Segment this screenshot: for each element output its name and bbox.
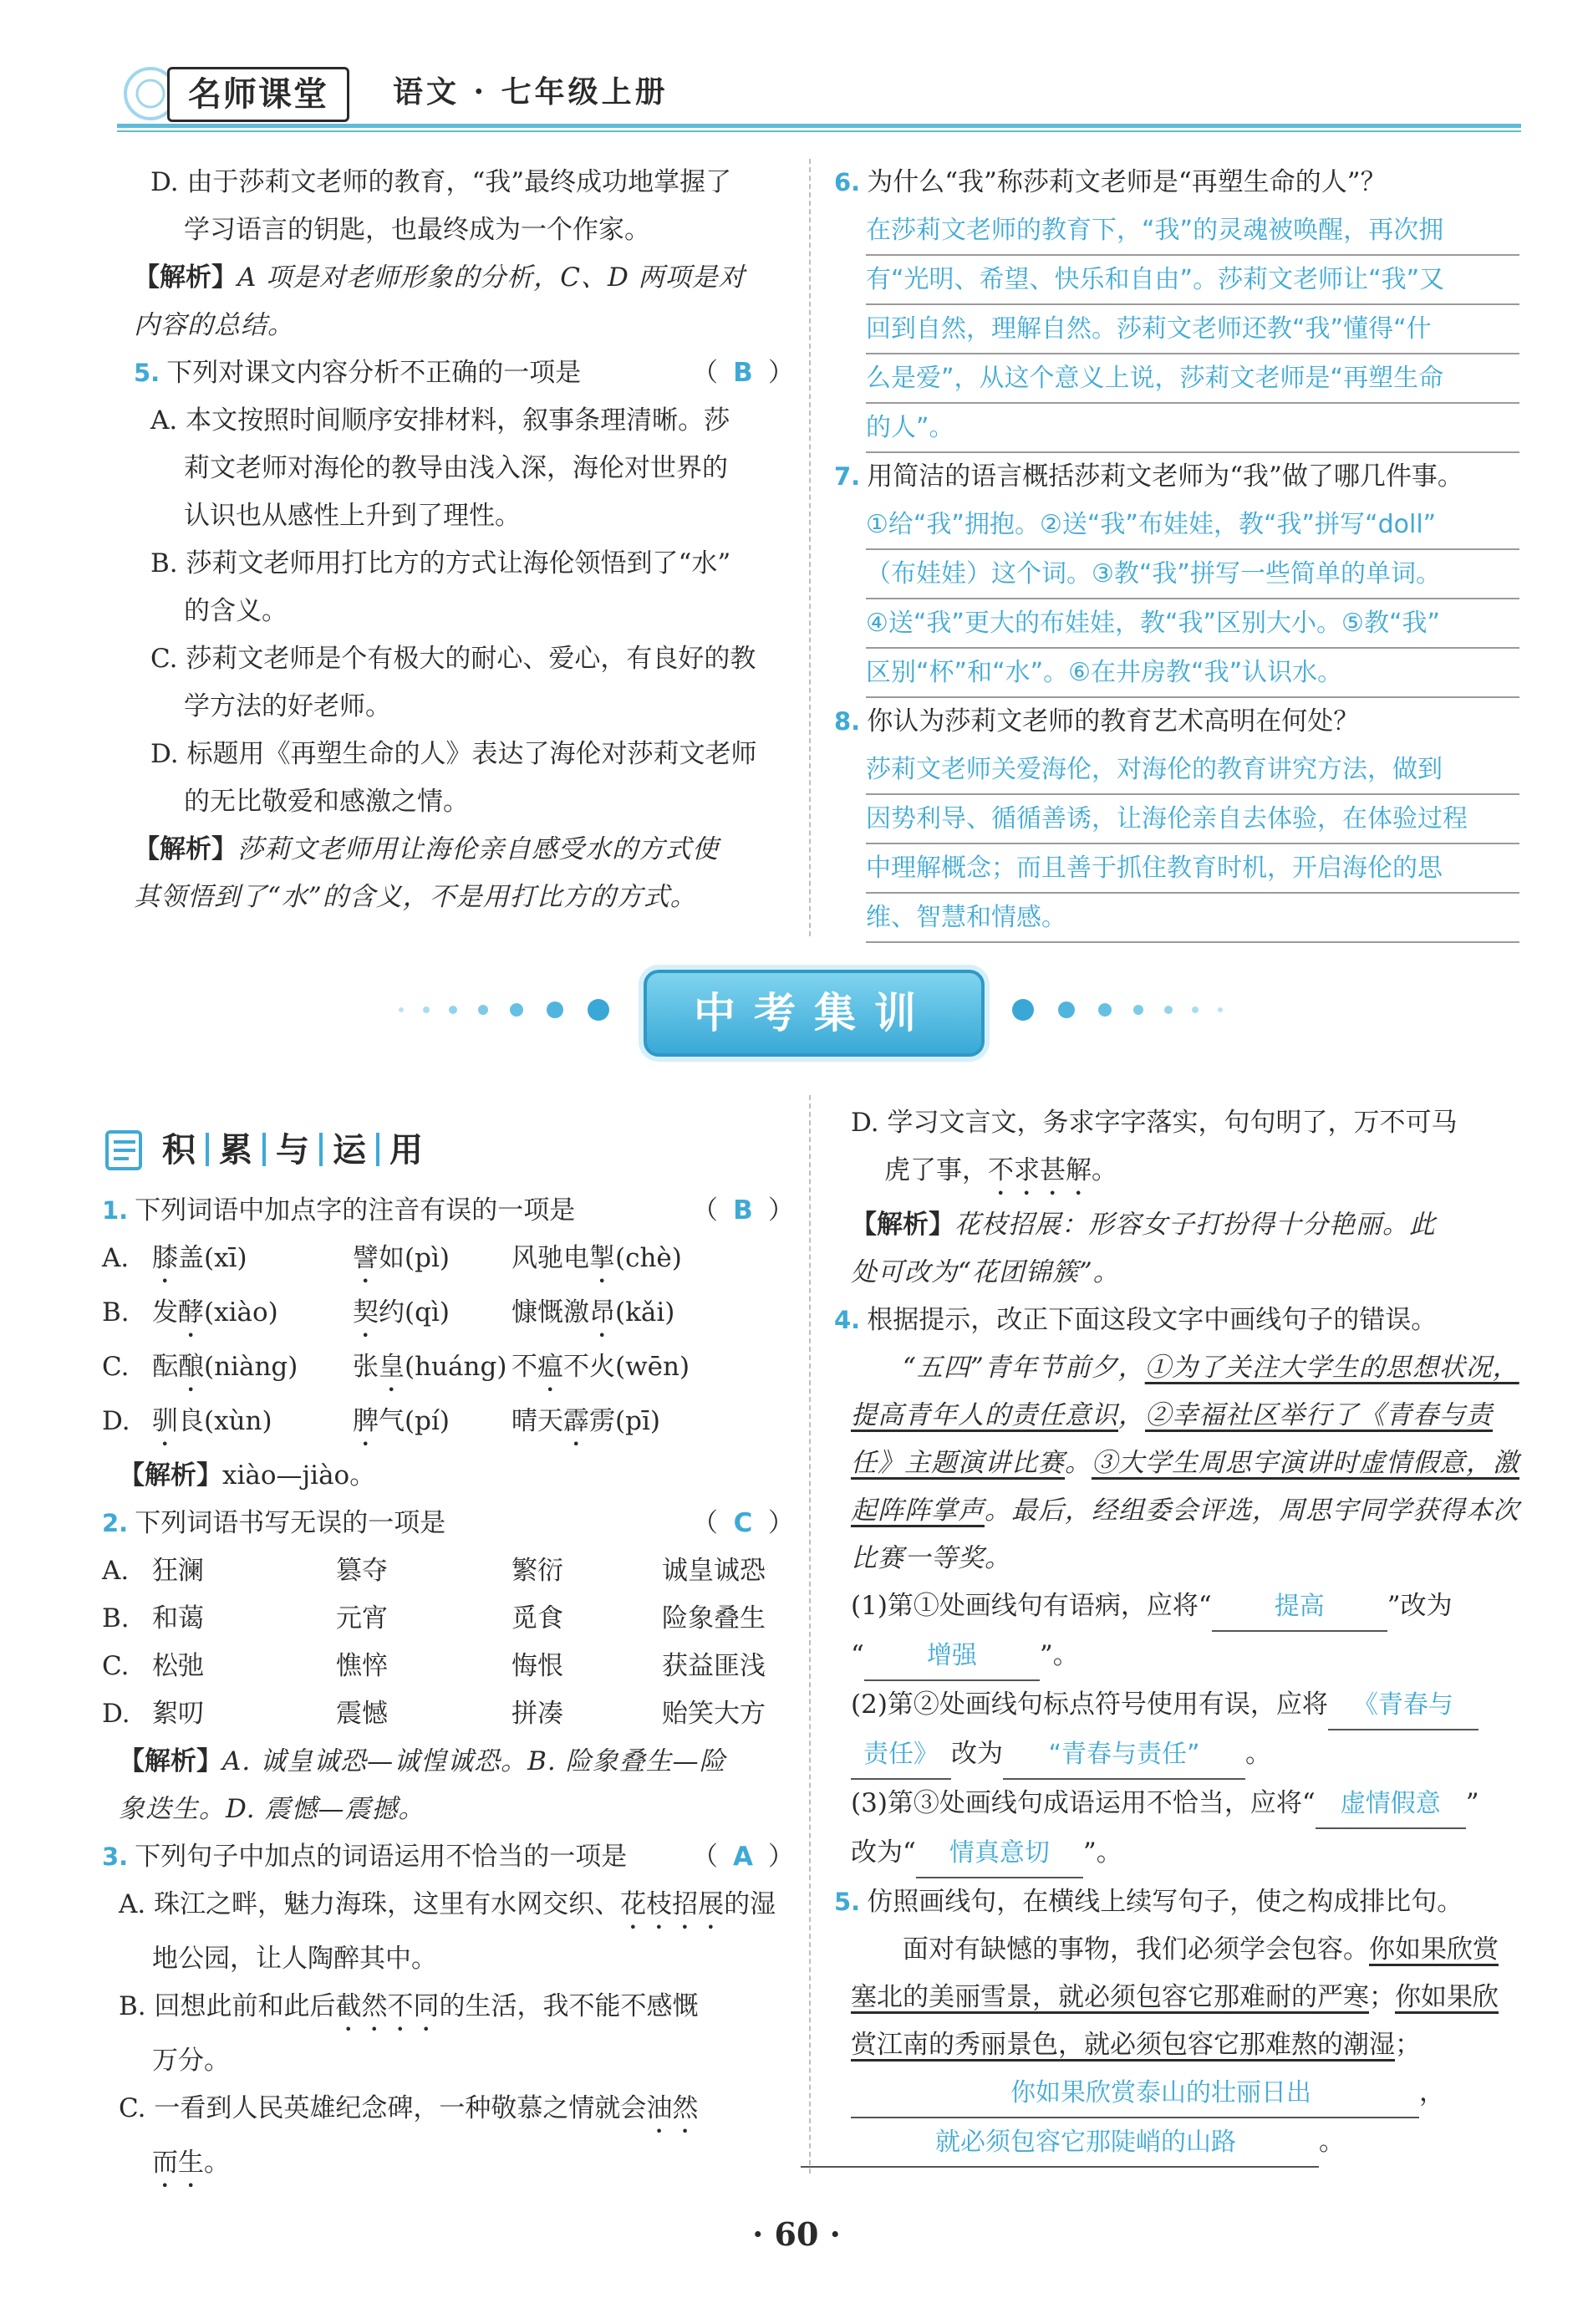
header-rule-thin (117, 130, 1521, 132)
q3-stem: 3. 下列句子中加点的词语运用不恰当的一项是 （ A ） (102, 1833, 794, 1881)
q1-analysis: 【解析】xiào—jiào。 (119, 1460, 376, 1491)
q5-option-c: C. 莎莉文老师是个有极大的耐心、爱心，有良好的教 学方法的好老师。 (150, 644, 756, 721)
q2-row-d: D. 絮叨 震憾 拼凑 贻笑大方 (102, 1699, 766, 1729)
q4-3-answer-2: 情真意切 (916, 1829, 1083, 1878)
q5-answer-2: 就必须包容它那陡峭的山路 (801, 2118, 1319, 2168)
q4-sub2: (2)第②处画线句标点符号使用有误，应将 《青春与 责任》 改为 “青春与责任” 。 (834, 1681, 1519, 1780)
header-rule (117, 124, 1521, 128)
q4-2-answer-2: “青春与责任” (1003, 1730, 1245, 1780)
q5-answer: B (733, 358, 753, 388)
q2-analysis: 【解析】A. 诚皇诚恐—诚惶诚恐。B. 险象叠生—险 象迭生。D. 震憾—震撼。 (119, 1746, 726, 1824)
column-divider-top (809, 159, 811, 936)
q5-answer-paren: （ B ） (692, 349, 794, 397)
q1-row-b: B. 发酵(xiào) 契约(qì) 慷慨激昂(kǎi) (102, 1297, 675, 1328)
q2-row-c: C. 松弛 憔悴 悔恨 获益匪浅 (102, 1651, 766, 1681)
right-bottom-column (834, 1099, 1519, 2168)
section-title: 积 累 与 运 用 (102, 1112, 794, 1187)
dots-right-decoration (995, 995, 1229, 1025)
q4-sub3: (3)第③处画线句成语运用不恰当，应将“ 虚情假意 ” 改为“ 情真意切 ”。 (834, 1780, 1519, 1878)
banner-title: 中考集训 (644, 970, 985, 1057)
page-header (117, 67, 1521, 124)
q5-stem: 5. 下列对课文内容分析不正确的一项是 （ B ） (134, 349, 794, 397)
q5-passage: 面对有缺憾的事物，我们必须学会包容。你如果欣赏塞北的美丽雪景，就必须包容它那难耐的严寒；你如果欣赏江南的秀丽景色，就必须包容它那难熬的潮湿；你如果欣赏泰山的壮丽日出 ， 就必须包容它那陡峭的山路 。 (834, 1926, 1519, 2168)
q3-option-b: B. 回想此前和此后截然不同的生活，我不能不感慨 万分。 (119, 1991, 699, 2076)
q4-passage: “五四”青年节前夕，①为了关注大学生的思想状况，提高青年人的责任意识，②幸福社区举行了《青春与责任》主题演讲比赛。③大学生周思宇演讲时虚情假意，激起阵阵掌声。最后，经组委会评选，周思宇同学获得本次比赛一等奖。 (851, 1353, 1519, 1573)
q8-answer: 莎莉文老师关爱海伦，对海伦的教育讲究方法，做到 因势利导、循循善诱，让海伦亲自去体验，在体验过程 中理解概念；而且善于抓住教育时机，开启海伦的思 维、智慧和情感。 (834, 746, 1519, 943)
left-top-column (134, 159, 794, 921)
dots-left-decoration (393, 995, 627, 1025)
section-banner (0, 970, 1593, 1062)
q1-row-c: C. 酝酿(niàng) 张皇(huáng) 不瘟不火(wēn) (102, 1352, 690, 1382)
q7-stem: 7. 用简洁的语言概括莎莉文老师为“我”做了哪几件事。 (834, 461, 1463, 492)
q4-3-answer-1: 虚情假意 (1316, 1780, 1466, 1829)
q5-stem: 5. 仿照画线句，在横线上续写句子，使之构成排比句。 (834, 1887, 1463, 1917)
subject-title: 语文 · 七年级上册 (393, 74, 669, 110)
q1-answer: B (733, 1195, 753, 1226)
q4-1-answer-1: 提高 (1212, 1582, 1387, 1632)
q1-row-a: A. 膝盖(xī) 譬如(pì) 风驰电掣(chè) (102, 1243, 682, 1273)
q1-row-d: D. 驯良(xùn) 脾气(pí) 晴天霹雳(pī) (102, 1406, 660, 1436)
q4-sub1: (1)第①处画线句有语病，应将“ 提高 ”改为 “ 增强 ”。 (834, 1582, 1519, 1681)
q1-stem: 1. 下列词语中加点字的注音有误的一项是 （ B ） (102, 1187, 794, 1235)
q4-analysis: 【解析】A 项是对老师形象的分析，C、D 两项是对 内容的总结。 (134, 262, 746, 340)
series-badge: 名师课堂 (167, 67, 349, 122)
q3-analysis: 【解析】花枝招展：形容女子打扮得十分艳丽。此 处可改为“花团锦簇”。 (851, 1210, 1436, 1287)
q8-stem: 8. 你认为莎莉文老师的教育艺术高明在何处？ (834, 706, 1360, 736)
q7-answer: ①给“我”拥抱。②送“我”布娃娃，教“我”拼写“doll” （布娃娃）这个词。③教“我”拼写一些简单的单词。 ④送“我”更大的布娃娃，教“我”区别大小。⑤教“我” 区别“杯”和“水”。⑥在井房教“我”认识水。 (834, 501, 1519, 698)
q5-option-a: A. 本文按照时间顺序安排材料，叙事条理清晰。莎 莉文老师对海伦的教导由浅入深，海伦对世界的 认识也从感性上升到了理性。 (150, 405, 730, 531)
q4-2-answer-1: 《青春与 (1328, 1681, 1478, 1730)
q6-answer: 在莎莉文老师的教育下，“我”的灵魂被唤醒，再次拥 有“光明、希望、快乐和自由”。莎莉文老师让“我”又 回到自然，理解自然。莎莉文老师还教“我”懂得“什 么是爱”，从这个意义上说，莎莉文老师是“再塑生命 的人”。 (834, 206, 1519, 453)
q5-analysis: 【解析】莎莉文老师用让海伦亲自感受水的方式使 其领悟到了“水”的含义，不是用打比方的方式。 (134, 834, 719, 912)
q2-stem: 2. 下列词语书写无误的一项是 （ C ） (102, 1500, 794, 1547)
right-top-column (834, 159, 1519, 943)
left-bottom-column (102, 1112, 794, 2194)
q4-stem: 4. 根据提示，改正下面这段文字中画线句子的错误。 (834, 1305, 1438, 1335)
q3-answer: A (733, 1842, 753, 1872)
q4-option-d: D. 由于莎莉文老师的教育，“我”最终成功地掌握了 学习语言的钥匙，也最终成为一个作家。 (150, 167, 732, 245)
q5-answer-1: 你如果欣赏泰山的壮丽日出 (851, 2069, 1419, 2118)
book-icon (102, 1125, 150, 1174)
q5-option-d: D. 标题用《再塑生命的人》表达了海伦对莎莉文老师 的无比敬爱和感激之情。 (150, 739, 757, 817)
q3-option-d: D. 学习文言文，务求字字落实，句句明了，万不可马 虎了事，不求甚解。 (851, 1108, 1458, 1185)
page-number: · 60 · (752, 2215, 841, 2253)
q6-stem: 6. 为什么“我”称莎莉文老师是“再塑生命的人”？ (834, 167, 1387, 197)
q3-option-a: A. 珠江之畔，魅力海珠，这里有水网交织、花枝招展的湿地公园，让人陶醉其中。 (119, 1889, 776, 1974)
q2-answer: C (733, 1508, 753, 1538)
column-divider-bottom (809, 1095, 811, 2174)
q5-option-b: B. 莎莉文老师用打比方的方式让海伦领悟到了“水” 的含义。 (150, 548, 731, 626)
q4-1-answer-2: 增强 (864, 1632, 1040, 1681)
q3-option-c: C. 一看到人民英雄纪念碑，一种敬慕之情就会油然 而生。 (119, 2093, 699, 2178)
q2-row-b: B. 和蔼 元宵 觅食 险象叠生 (102, 1603, 766, 1633)
q2-row-a: A. 狂澜 篡夺 繁衍 诚皇诚恐 (102, 1556, 766, 1586)
